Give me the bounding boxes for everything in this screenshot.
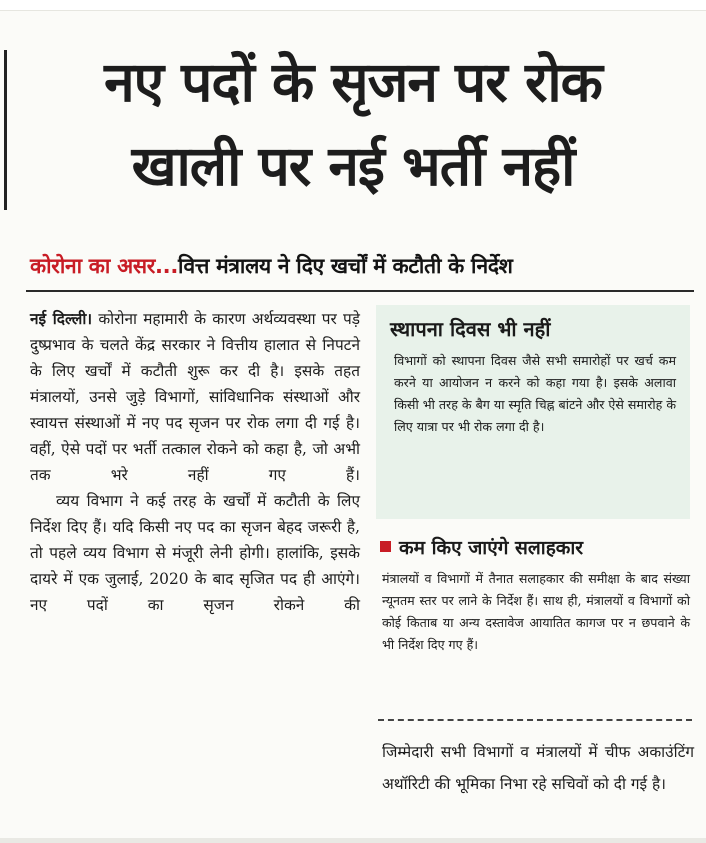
paragraph-1-text: कोरोना महामारी के कारण अर्थव्यवस्था पर पड़े दुष्प्रभाव के चलते केंद्र सरकार ने वित्तीय हालात से निपटने के लिए खर्चों में कटौती शुरू कर दी है। इसके तहत मंत्रालयों, उनसे जुड़े विभागों, सांविधानिक संस्थाओं और स्वायत्त संस्थाओं में नए पद सृजन पर रोक लगा दी गई है। वहीं, ऐसे पदों पर भर्ती तत्काल रोकने को कहा है, जो अभी तक भरे नहीं गए हैं। xyxy=(30,310,360,484)
section-advisors xyxy=(380,534,692,656)
main-story-column xyxy=(30,306,360,618)
main-story-paragraph-1 xyxy=(30,306,360,488)
section-advisors-title-text: कम किए जाएंगे सलाहकार xyxy=(399,537,584,559)
bottom-edge xyxy=(0,838,706,843)
headline xyxy=(0,40,706,208)
section-advisors-body: मंत्रालयों व विभागों में तैनात सलाहकार की समीक्षा के बाद संख्या न्यूनतम स्तर पर लाने के निर्देश हैं। साथ ही, मंत्रालयों व विभागों को कोई किताब या अन्य दस्तावेज आयातित कागज पर न छपवाने के भी निर्देश दिए गए हैं। xyxy=(382,571,690,652)
top-edge xyxy=(0,0,706,11)
main-story-paragraph-2: व्यय विभाग ने कई तरह के खर्चों में कटौती के लिए निर्देश दिए हैं। यदि किसी नए पद का सृजन बेहद जरूरी है, तो पहले व्यय विभाग से मंजूरी लेनी होगी। हालांकि, इसके दायरे में एक जुलाई, 2020 के बाद सृजित पद ही आएंगे। नए पदों का सृजन रोकने की xyxy=(30,492,360,614)
subhead-text: वित्त मंत्रालय ने दिए खर्चों में कटौती के निर्देश xyxy=(178,254,513,278)
dateline: नई दिल्ली। xyxy=(30,310,93,328)
section-divider xyxy=(26,290,694,292)
continuation-text: जिम्मेदारी सभी विभागों व मंत्रालयों में चीफ अकाउंटिंग अथॉरिटी की भूमिका निभा रहे सचिवों को दी गई है। xyxy=(382,743,694,793)
sidebar-box-title: स्थापना दिवस भी नहीं xyxy=(390,317,551,341)
sidebar-box xyxy=(376,305,690,519)
red-square-bullet-icon xyxy=(380,541,391,552)
sidebar-box-body: विभागों को स्थापना दिवस जैसे सभी समारोहों पर खर्च कम करने या आयोजन न करने को कहा गया है। इसके अलावा किसी भी तरह के बैग या स्मृति चिह्न बांटने और ऐसे समारोह के लिए यात्रा पर भी रोक लगा दी है। xyxy=(394,353,676,434)
section-advisors-title xyxy=(380,534,692,560)
subhead-kicker: कोरोना का असर... xyxy=(30,254,179,278)
headline-line-1: नए पदों के सृजन पर रोक xyxy=(104,50,602,114)
dashed-divider xyxy=(378,719,692,721)
continuation-column xyxy=(382,736,694,800)
subheadline xyxy=(30,252,700,280)
headline-line-2: खाली पर नई भर्ती नहीं xyxy=(131,134,575,198)
